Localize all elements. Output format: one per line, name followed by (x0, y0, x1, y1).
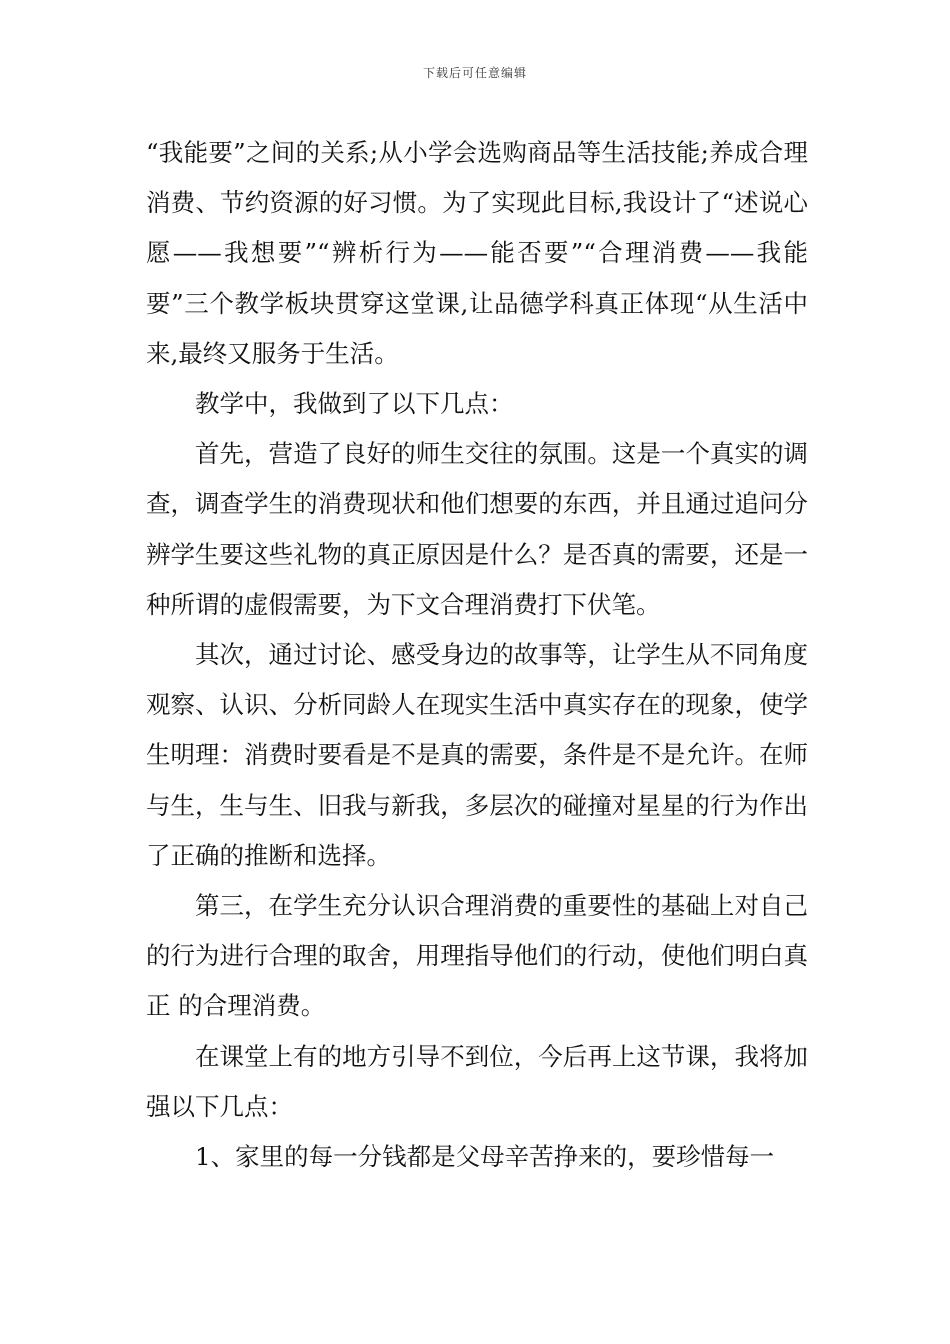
paragraph-first: 首先，营造了良好的师生交往的氛围。这是一个真实的调查，调查学生的消费现状和他们想要的东西，并且通过追问分辨学生要这些礼物的真正原因是什么？是否真的需要，还是一种所谓的虚假需要，为下文合理消费打下伏笔。 (146, 439, 808, 619)
paragraph-third: 第三，在学生充分认识合理消费的重要性的基础上对自己的行为进行合理的取舍，用理指导他们的行动，使他们明白真正 的合理消费。 (146, 891, 808, 1021)
paragraph-list-item-1: 1、家里的每一分钱都是父母辛苦挣来的，要珍惜每一 (195, 1142, 775, 1172)
paragraph-intro-continued: “我能要”之间的关系;从小学会选购商品等生活技能;养成合理消费、节约资源的好习惯。为了实现此目标,我设计了“述说心愿——我想要”“辨析行为——能否要”“合理消费——我能要”三个教学板块贯穿这堂课,让品德学科真正体现“从生活中来,最终又服务于生活。 (146, 138, 808, 368)
paragraph-improvements: 在课堂上有的地方引导不到位，今后再上这节课，我将加强以下几点： (146, 1041, 808, 1121)
page-header: 下载后可任意编辑 (422, 66, 527, 80)
paragraph-teaching-points: 教学中，我做到了以下几点： (195, 389, 514, 419)
document-body (146, 128, 808, 1182)
paragraph-second: 其次，通过讨论、感受身边的故事等，让学生从不同角度观察、认识、分析同龄人在现实生活中真实存在的现象，使学生明理：消费时要看是不是真的需要，条件是不是允许。在师与生，生与生、旧我与新我，多层次的碰撞对星星的行为作出了正确的推断和选择。 (146, 640, 808, 870)
